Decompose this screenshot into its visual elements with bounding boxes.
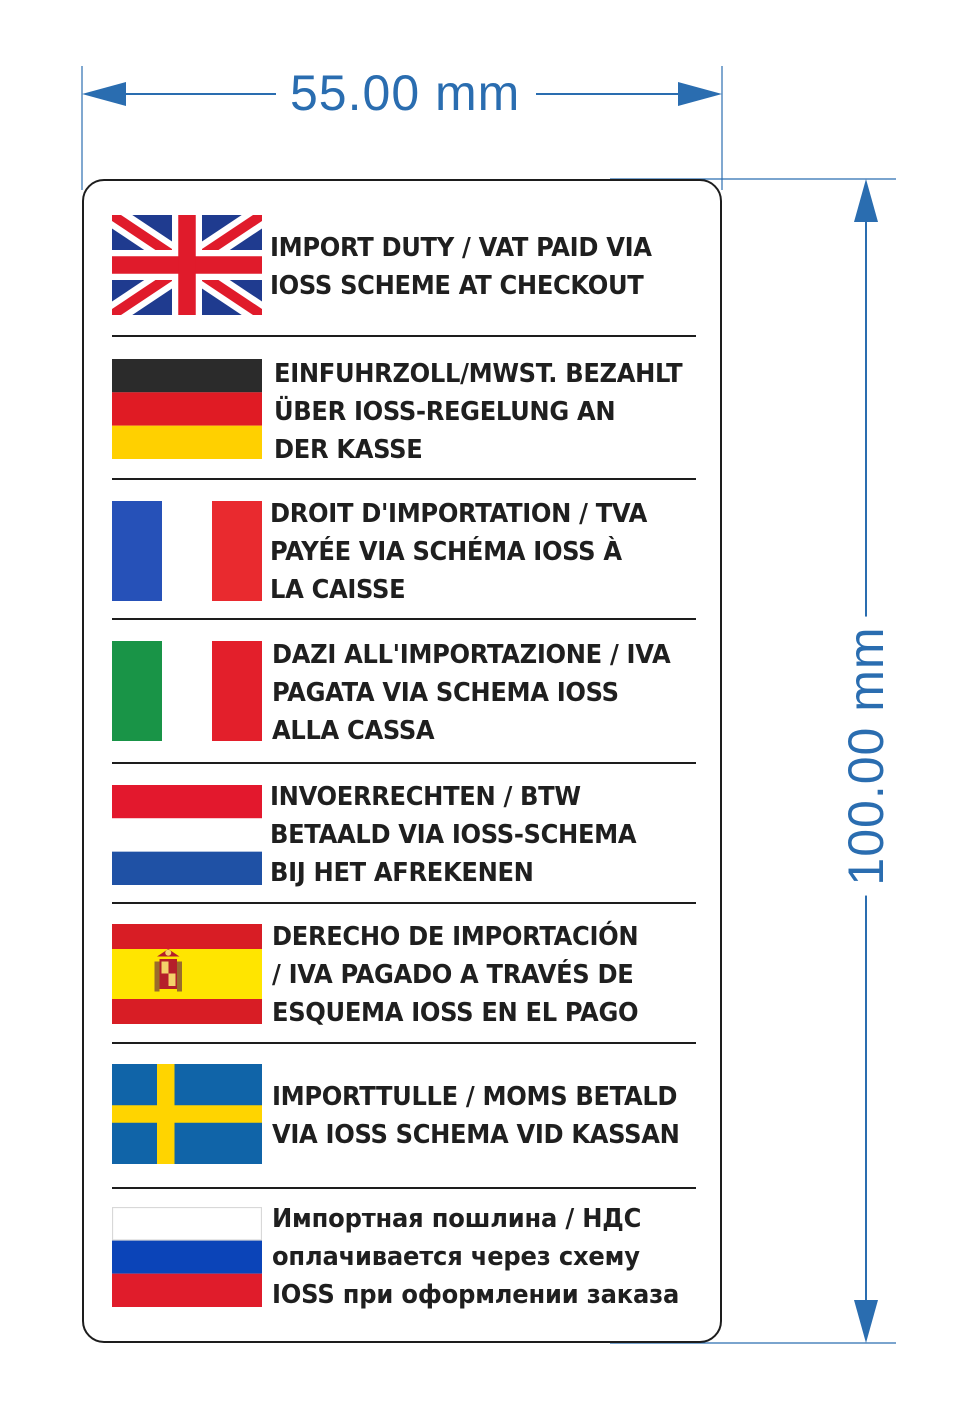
width-left-arrow bbox=[82, 82, 126, 106]
italy-text bbox=[272, 636, 671, 750]
uk-text-line-2: IOSS SCHEME AT CHECKOUT bbox=[270, 271, 644, 301]
height-dimension-label: 100.00 mm bbox=[841, 616, 891, 895]
italy-text-line-3: ALLA CASSA bbox=[272, 716, 435, 746]
uk-text-line-1: IMPORT DUTY / VAT PAID VIA bbox=[270, 233, 652, 263]
russia-text-line-1: Импортная пошлина / НДС bbox=[272, 1204, 642, 1234]
france-text bbox=[270, 495, 651, 609]
height-bottom-arrow bbox=[854, 1300, 878, 1343]
netherlands-text-line-3: BIJ HET AFREKENEN bbox=[270, 858, 534, 888]
spain-text-line-2: / IVA PAGADO A TRAVÉS DE bbox=[272, 960, 634, 990]
russia-flag-icon bbox=[112, 1207, 262, 1307]
width-right-arrow bbox=[678, 82, 722, 106]
italy-text-line-1: DAZI ALL'IMPORTAZIONE / IVA bbox=[272, 640, 671, 670]
germany-text-line-1: EINFUHRZOLL/MWST. BEZAHLT bbox=[274, 359, 683, 389]
row-divider-5 bbox=[112, 902, 696, 904]
uk-flag-icon bbox=[112, 215, 262, 315]
spain-text-line-1: DERECHO DE IMPORTACIÓN bbox=[272, 922, 639, 952]
row-divider-4 bbox=[112, 762, 696, 764]
germany-flag-icon bbox=[112, 359, 262, 459]
germany-text-line-2: ÜBER IOSS-REGELUNG AN bbox=[274, 397, 616, 427]
row-divider-3 bbox=[112, 618, 696, 620]
france-text-line-2: PAYÉE VIA SCHÉMA IOSS À bbox=[270, 537, 622, 567]
spain-text bbox=[272, 918, 653, 1032]
netherlands-text-line-1: INVOERRECHTEN / BTW bbox=[270, 782, 581, 812]
netherlands-flag-icon bbox=[112, 785, 262, 885]
sweden-text bbox=[272, 1078, 680, 1154]
france-flag-icon bbox=[112, 501, 262, 601]
sweden-text-line-2: VIA IOSS SCHEMA VID KASSAN bbox=[272, 1120, 680, 1150]
sweden-flag-icon bbox=[112, 1064, 262, 1164]
sweden-text-line-1: IMPORTTULLE / MOMS BETALD bbox=[272, 1082, 678, 1112]
france-text-line-1: DROIT D'IMPORTATION / TVA bbox=[270, 499, 648, 529]
width-dimension-label: 55.00 mm bbox=[278, 68, 532, 118]
uk-text bbox=[270, 229, 651, 305]
row-divider-6 bbox=[112, 1042, 696, 1044]
netherlands-text-line-2: BETAALD VIA IOSS-SCHEMA bbox=[270, 820, 637, 850]
netherlands-text bbox=[270, 778, 651, 892]
italy-text-line-2: PAGATA VIA SCHEMA IOSS bbox=[272, 678, 619, 708]
france-text-line-3: LA CAISSE bbox=[270, 575, 406, 605]
russia-text-line-3: IOSS при оформлении заказа bbox=[272, 1280, 680, 1310]
row-divider-1 bbox=[112, 335, 696, 337]
ioss-label-card bbox=[82, 179, 722, 1343]
spain-text-line-3: ESQUEMA IOSS EN EL PAGO bbox=[272, 998, 639, 1028]
row-divider-2 bbox=[112, 478, 696, 480]
germany-text bbox=[274, 355, 683, 469]
height-top-arrow bbox=[854, 179, 878, 222]
italy-flag-icon bbox=[112, 641, 262, 741]
row-divider-7 bbox=[112, 1187, 696, 1189]
germany-text-line-3: DER KASSE bbox=[274, 435, 423, 465]
russia-text bbox=[272, 1200, 680, 1314]
russia-text-line-2: оплачивается через схему bbox=[272, 1242, 640, 1272]
spain-flag-icon bbox=[112, 924, 262, 1024]
